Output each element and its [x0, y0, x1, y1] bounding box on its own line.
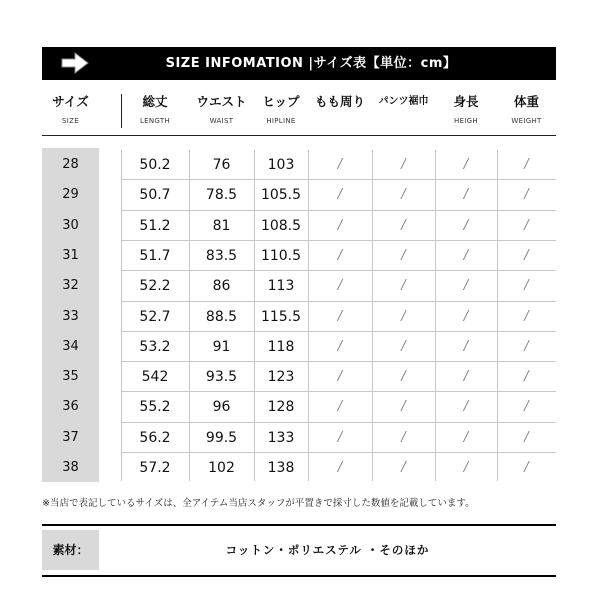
cell-waist: 99.5: [205, 429, 238, 446]
cell-height: /: [463, 157, 469, 172]
material-value: コットン・ポリエステル ・そのほか: [225, 543, 430, 557]
cell-size: 28: [62, 157, 79, 172]
cell-height: /: [463, 460, 469, 475]
cell-thigh: /: [337, 338, 343, 354]
column-divider: [308, 150, 309, 481]
header-size: サイズ SIZE: [52, 94, 89, 125]
cell-waist: 83.5: [205, 247, 238, 264]
header-rule: [42, 135, 556, 136]
measurement-note: ※当店で表記しているサイズは、全アイテム当店スタッフが平置きで採寸した数値を記載しています。: [42, 498, 475, 509]
cell-waist: 96: [212, 399, 231, 416]
column-divider: [372, 150, 373, 481]
cell-length: 542: [141, 369, 169, 386]
table-row: [42, 241, 556, 271]
cell-height: /: [463, 308, 469, 324]
cell-thigh: /: [337, 308, 343, 324]
cell-thigh: /: [337, 278, 343, 294]
column-divider: [254, 150, 255, 481]
header-divider: [121, 94, 122, 128]
table-row: [42, 150, 556, 180]
cell-height: /: [463, 278, 469, 294]
cell-hip: 128: [267, 399, 295, 416]
cell-waist: 81: [212, 217, 231, 234]
cell-length: 55.2: [139, 399, 171, 416]
cell-hem: /: [401, 429, 406, 445]
cell-height: /: [463, 399, 469, 415]
cell-waist: 76: [212, 157, 231, 173]
cell-thigh: /: [337, 399, 343, 415]
cell-weight: /: [524, 217, 529, 233]
table-row: [42, 302, 556, 332]
cell-hip: 138: [267, 460, 295, 476]
cell-length: 52.2: [139, 278, 171, 295]
cell-size: 29: [62, 187, 79, 203]
table-row: [42, 180, 556, 210]
cell-weight: /: [524, 429, 529, 445]
cell-height: /: [463, 247, 469, 263]
cell-height: /: [463, 338, 469, 354]
cell-thigh: /: [337, 187, 343, 203]
cell-thigh: /: [337, 369, 343, 385]
page-title: SIZE INFOMATION |サイズ表【単位：cm】: [165, 56, 457, 71]
cell-weight: /: [524, 157, 529, 172]
cell-waist: 86: [212, 278, 231, 295]
cell-size: 32: [62, 278, 79, 294]
cell-size: 37: [62, 429, 79, 445]
cell-length: 50.2: [139, 157, 171, 173]
header-hip: ヒップ HIPLINE: [262, 94, 300, 125]
cell-thigh: /: [337, 460, 343, 475]
cell-hem: /: [401, 247, 406, 263]
cell-waist: 93.5: [205, 369, 238, 386]
cell-length: 51.2: [139, 217, 171, 234]
cell-length: 50.7: [139, 187, 171, 204]
table-row: [42, 332, 556, 362]
table-row: [42, 271, 556, 301]
material-label: 素材：: [52, 543, 89, 557]
cell-hem: /: [401, 338, 406, 354]
header-thigh: もも周り: [314, 94, 365, 109]
cell-length: 56.2: [139, 429, 171, 446]
cell-size: 34: [62, 338, 79, 354]
cell-height: /: [463, 369, 469, 385]
cell-thigh: /: [337, 429, 343, 445]
table-row: [42, 392, 556, 422]
cell-hip: 118: [267, 338, 295, 355]
header-waist: ウエスト WAIST: [196, 94, 247, 125]
cell-thigh: /: [337, 157, 343, 172]
cell-hip: 108.5: [260, 217, 302, 234]
cell-size: 38: [62, 460, 79, 475]
title-bar: [42, 47, 556, 80]
table-row: [42, 211, 556, 241]
cell-waist: 78.5: [205, 187, 238, 204]
cell-hem: /: [401, 187, 406, 203]
cell-size: 31: [62, 247, 79, 263]
cell-size: 33: [62, 308, 79, 324]
cell-hip: 110.5: [260, 247, 302, 264]
cell-waist: 88.5: [205, 308, 238, 325]
cell-length: 57.2: [139, 460, 171, 476]
cell-length: 53.2: [139, 338, 171, 355]
cell-weight: /: [524, 369, 529, 385]
header-hem: パンツ裾巾: [378, 96, 429, 107]
cell-hem: /: [401, 460, 406, 475]
column-divider: [121, 150, 122, 481]
cell-weight: /: [524, 399, 529, 415]
cell-hip: 115.5: [260, 308, 302, 325]
cell-hem: /: [401, 399, 406, 415]
cell-height: /: [463, 429, 469, 445]
material-bottom-rule: [42, 575, 556, 577]
cell-height: /: [463, 217, 469, 233]
column-divider: [497, 150, 498, 481]
cell-thigh: /: [337, 247, 343, 263]
cell-hip: 123: [267, 369, 295, 386]
material-top-rule: [42, 524, 556, 526]
cell-weight: /: [524, 460, 529, 475]
table-row: [42, 453, 556, 483]
cell-hem: /: [401, 308, 406, 324]
cell-hem: /: [401, 157, 406, 172]
cell-weight: /: [524, 187, 529, 203]
cell-length: 51.7: [139, 247, 171, 264]
cell-size: 35: [62, 369, 79, 385]
table-header: [42, 94, 556, 130]
cell-thigh: /: [337, 217, 343, 233]
cell-hip: 103: [267, 157, 295, 173]
header-length: 総丈 LENGTH: [139, 94, 171, 125]
cell-hem: /: [401, 278, 406, 294]
cell-hem: /: [401, 217, 406, 233]
column-divider: [189, 150, 190, 481]
cell-length: 52.7: [139, 308, 171, 325]
header-weight: 体重 WEIGHT: [511, 94, 542, 125]
header-height: 身長 HEIGH: [453, 94, 479, 125]
cell-hip: 105.5: [260, 187, 302, 204]
cell-hem: /: [401, 369, 406, 385]
column-divider: [435, 150, 436, 481]
cell-weight: /: [524, 278, 529, 294]
cell-size: 30: [62, 217, 79, 233]
table-row: [42, 423, 556, 453]
cell-hip: 133: [267, 429, 295, 446]
table-row: [42, 362, 556, 392]
cell-height: /: [463, 187, 469, 203]
cell-hip: 113: [267, 278, 295, 295]
cell-weight: /: [524, 338, 529, 354]
cell-size: 36: [62, 399, 79, 415]
cell-weight: /: [524, 247, 529, 263]
cell-waist: 91: [212, 338, 231, 355]
cell-waist: 102: [208, 460, 235, 476]
cell-weight: /: [524, 308, 529, 324]
